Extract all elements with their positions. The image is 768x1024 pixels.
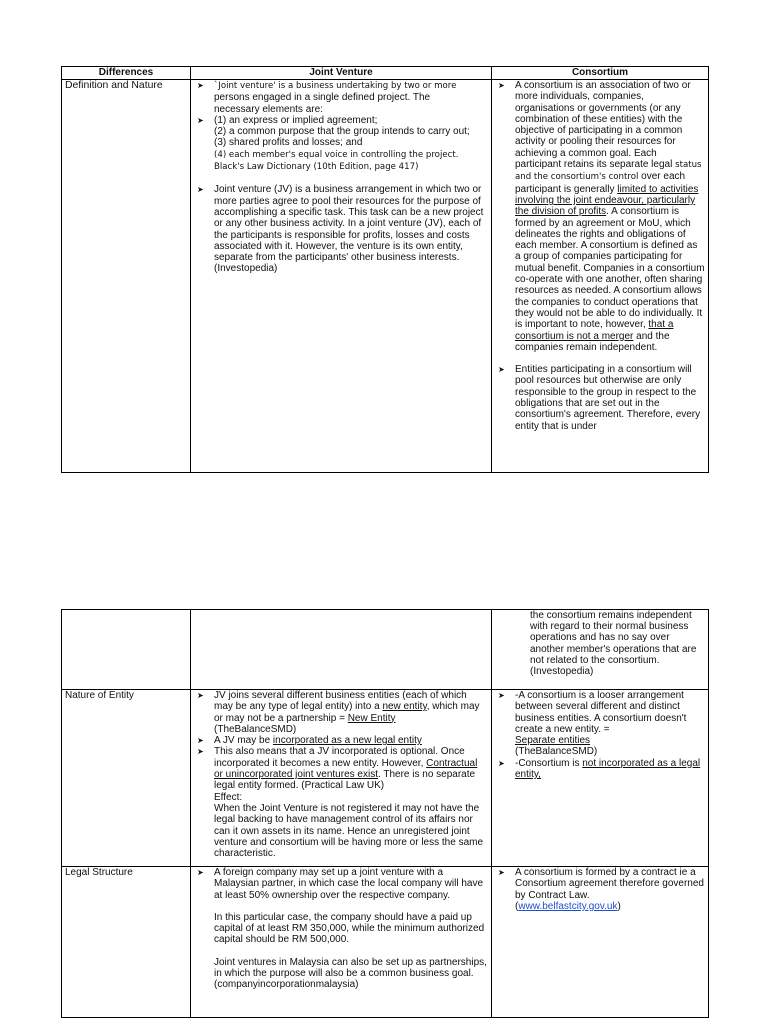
row-nature-of-entity [62,690,709,867]
jv-cell-empty [191,610,492,690]
jv-bullet: ➤ `Joint venture' is a business undertaking by two or more persons engaged in a single defined project. The necessary elements are: [214,80,488,115]
row-definition-and-nature [62,80,709,473]
jv-bullet: ➤ JV joins several different business entities (each of which may be any type of legal entity) into a new entity, which may or may not be a partnership = New Entity (TheBalanceSMD) [214,690,488,735]
consortium-bullet: ➤ A consortium is formed by a contract ie a Consortium agreement therefore governed by Contract Law. (www.belfastcity.gov.uk) [515,867,705,912]
jv-cell [191,867,492,1018]
row-definition-continued [62,610,709,690]
jv-bullet: ➤ (1) an express or implied agreement; (2) a common purpose that the group intends to carry out; (3) shared profits and losses; and (4) each member's equal voice in controlling the project. Black's Law Dictionary (10th Edition, page 417) [214,115,488,173]
header-differences: Differences [62,67,191,80]
jv-bullet: ➤ Joint venture (JV) is a business arrangement in which two or more parties agree to pool their resources for the purpose of accomplishing a specific task. This task can be a new project or any other business activity. In a joint venture (JV), each of the participants is responsible for profits, losses and costs associated with it. However, the venture is its own entity, separate from the participants' other business interests. (Investopedia) [214,184,488,274]
row-label: Definition and Nature [62,80,191,473]
jv-bullet: ➤ A JV may be incorporated as a new legal entity [214,735,488,746]
spacer [515,353,705,364]
consortium-cell: the consortium remains independent with regard to their normal business operations and has no say over another member's operations that are not related to the consortium. (Investopedia) [492,610,709,690]
header-consortium: Consortium [492,67,709,80]
jv-paragraph: Joint ventures in Malaysia can also be set up as partnerships, in which the purpose will also be a common business goal. (companyincorporationmalaysia) [214,956,487,991]
spacer [214,946,488,957]
comparison-table-page-2 [61,609,709,1018]
jv-cell [191,690,492,867]
jv-cell [191,80,492,473]
jv-bullet: ➤ A foreign company may set up a joint venture with a Malaysian partner, in which case the local company will have at least 50% ownership over the respective company. [214,867,488,901]
consortium-cell [492,867,709,1018]
jv-bullet: ➤ This also means that a JV incorporated is optional. Once incorporated it becomes a new entity. However, Contractual or unincorporated joint ventures exist. There is no separate legal entity formed. (Practical Law UK) Effect: When the Joint Venture is not registered it may not have the legal backing to have management control of its affairs nor can it own assets in its name. Hence an unregistered joint venture and consortium will be having more or less the same characteristic. [214,746,488,859]
jv-paragraph: In this particular case, the company should have a paid up capital of at least RM 350,000, while the minimum authorized capital should be RM 500,000. [214,911,485,946]
header-row [62,67,709,80]
belfastcity-link[interactable]: www.belfastcity.gov.uk [518,900,618,912]
row-label: Nature of Entity [62,690,191,867]
row-legal-structure [62,867,709,1018]
spacer [214,901,488,912]
consortium-cell [492,80,709,473]
consortium-bullet: ➤ A consortium is an association of two or more individuals, companies, organisations or governments (or any combination of these entities) with the objective of participating in a common activity or pooling their resources for achieving a common goal. Each participant retains its separate legal status and the consortium's control over each participant is generally limited to activities involving the joint endeavour, particularly the division of profits. A consortium is formed by an agreement or MoU, which delineates the rights and obligations of each member. A consortium is defined as a group of companies participating for mutual benefit. Companies in a consortium co-operate with one another, often sharing resources as needed. A consortium allows the companies to conduct operations that they would not be able to do individually. It is important to note, however, that a consortium is not a merger and the companies remain independent. [515,80,705,353]
row-label-empty [62,610,191,690]
consortium-cell [492,690,709,867]
header-joint-venture: Joint Venture [191,67,492,80]
row-label: Legal Structure [62,867,191,1018]
comparison-table-page-1 [61,66,709,473]
consortium-bullet: ➤ -Consortium is not incorporated as a legal entity, [515,758,705,781]
consortium-bullet: ➤ -A consortium is a looser arrangement between several different and distinct business entities. A consortium doesn't create a new entity. = Separate entities (TheBalanceSMD) [515,690,705,758]
spacer [214,173,488,184]
consortium-bullet: ➤ Entities participating in a consortium will pool resources but otherwise are only responsible to the group in respect to the obligations that are set out in the consortium's agreement. Therefore, every entity that is under [515,364,705,432]
